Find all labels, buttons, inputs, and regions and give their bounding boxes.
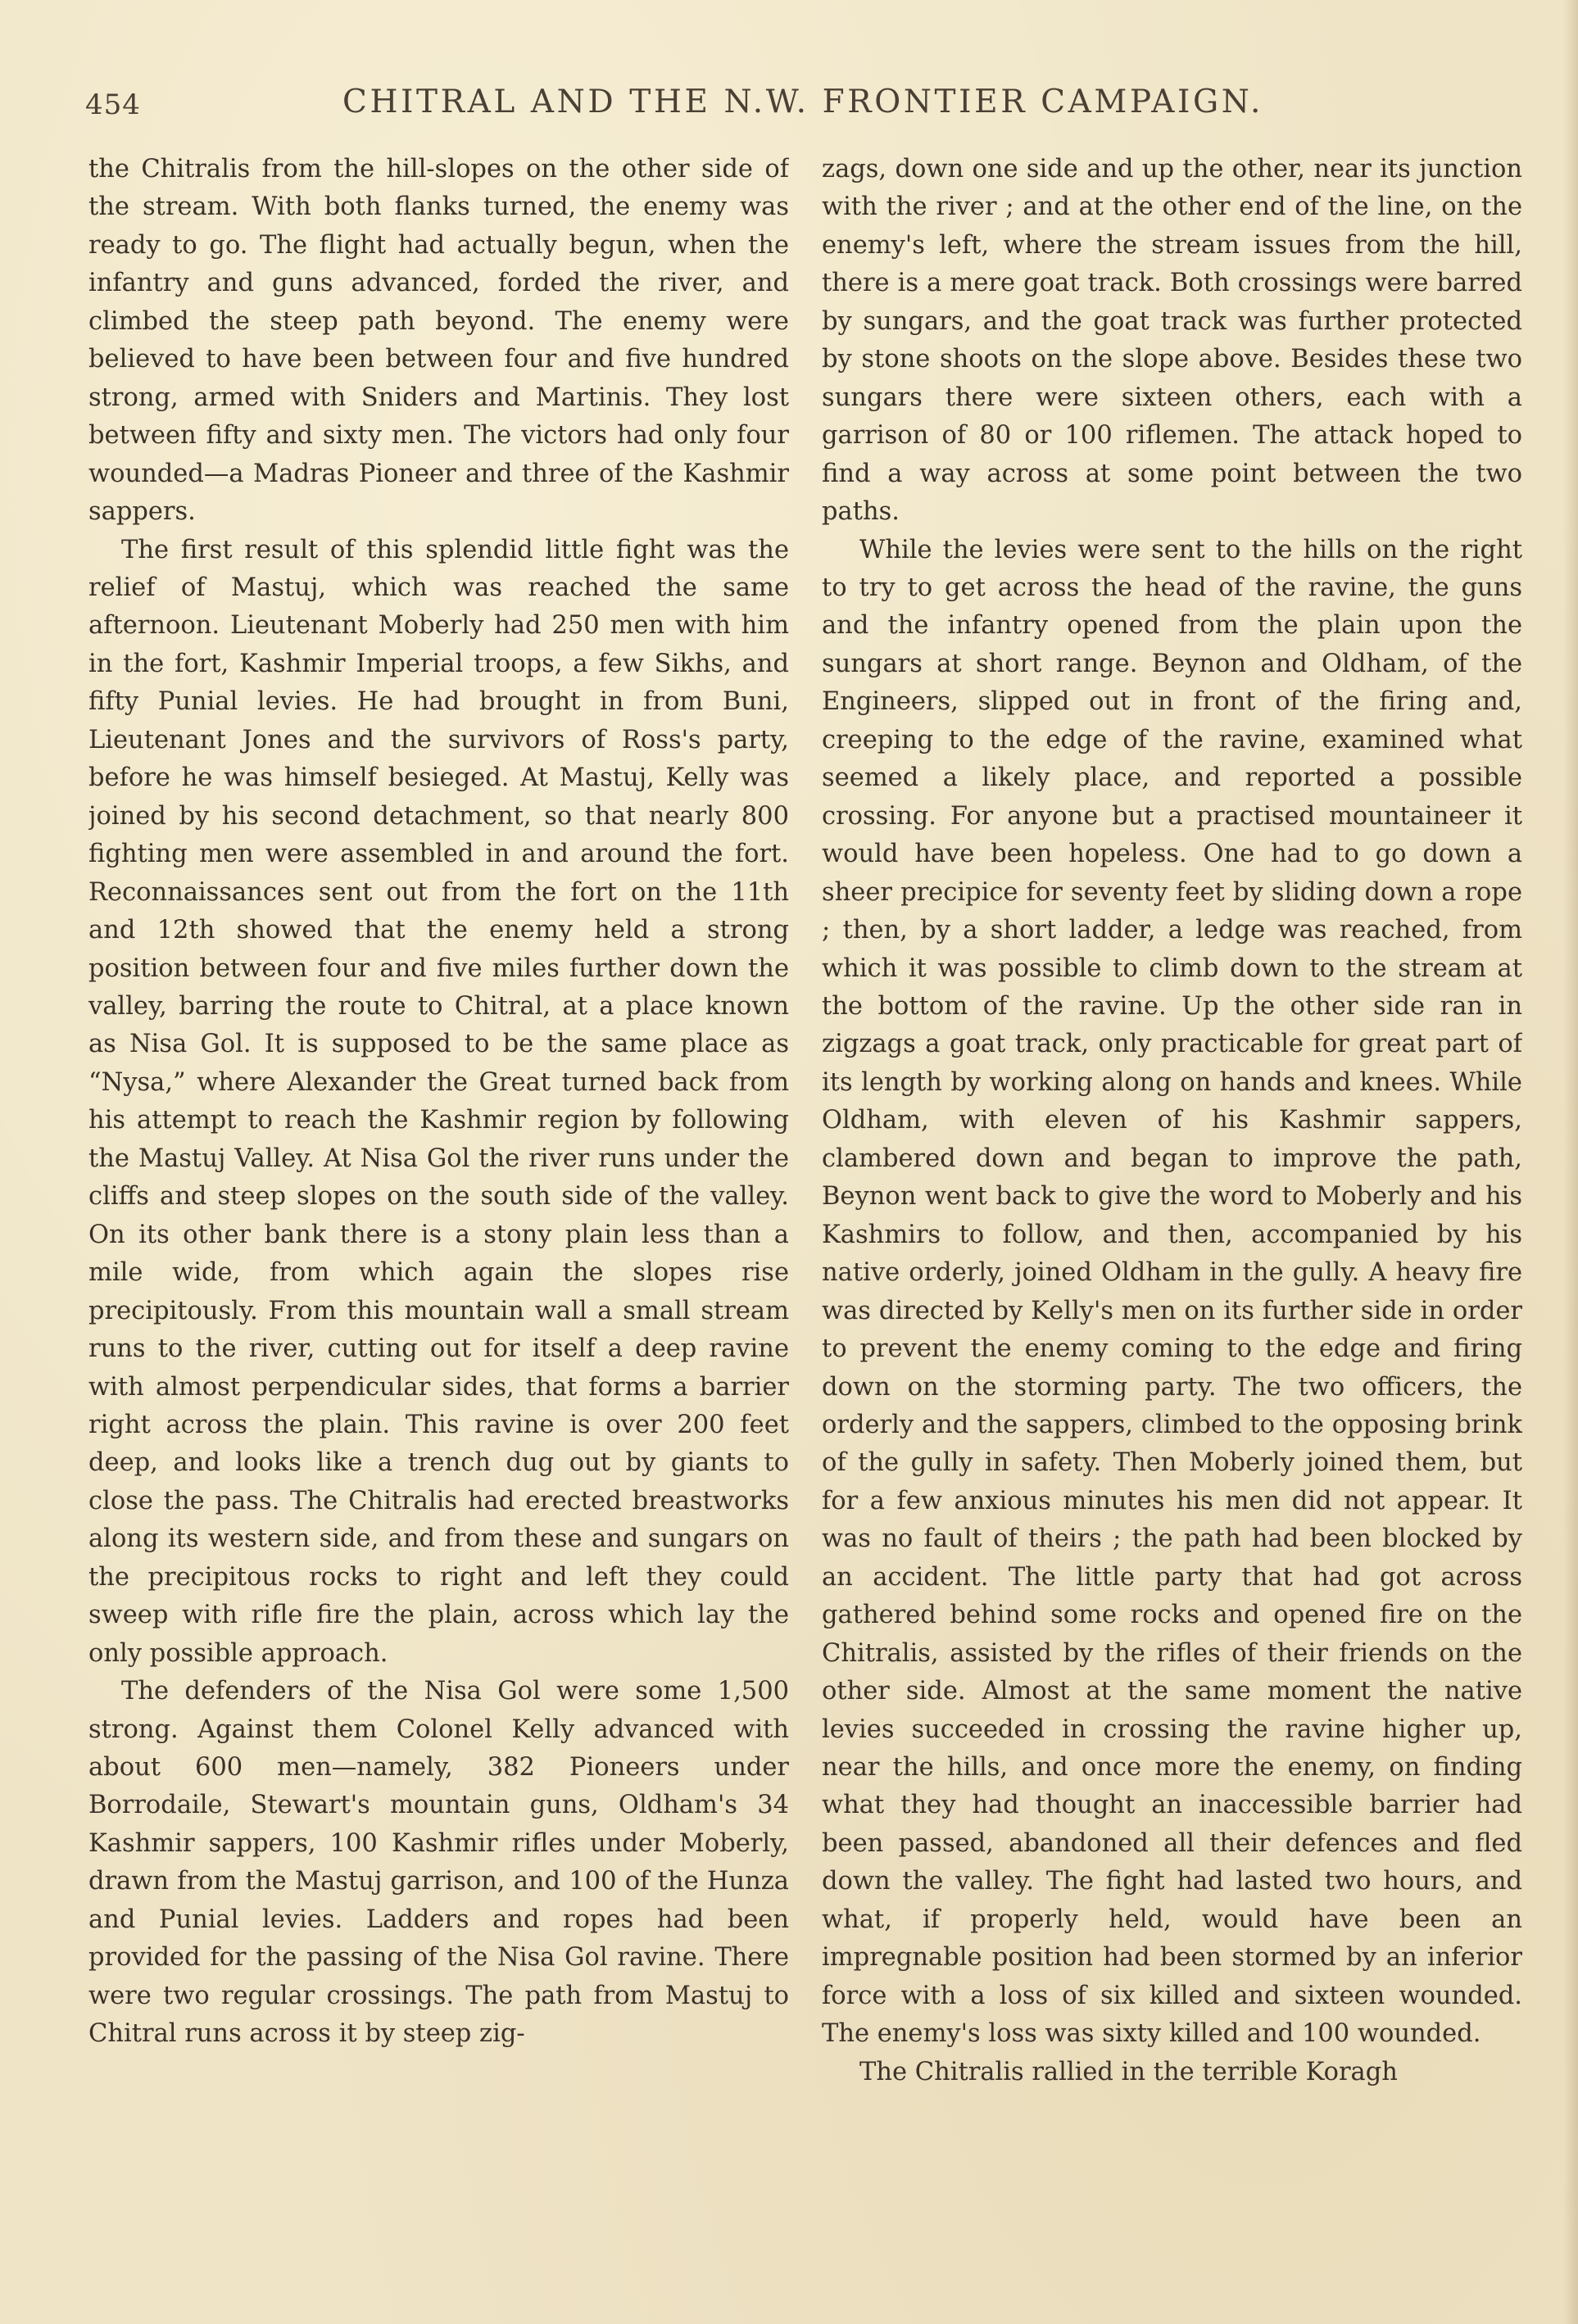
paragraph: While the levies were sent to the hills on the right to try to get across the head of the ravine, the guns and the infantry opened from the plain upon the sungars at short range. Beynon and Oldham, of the Engineers, slipped out in front of the firing and, creeping to the edge of the ravine, examined what seemed a likely place, and reported a possible crossing. For anyone but a practised mountaineer it would have been hopeless. One had to go down a sheer precipice for seventy feet by sliding down a rope ; then, by a short ladder, a ledge was reached, from which it was possible to climb down to the stream at the bottom of the ravine. Up the other side ran in zigzags a goat track, only practicable for great part of its length by working along on hands and knees. While Oldham, with eleven of his Kashmir sappers, clambered down and began to improve the path, Beynon went back to give the word to Moberly and his Kashmirs to follow, and then, accompanied by his native orderly, joined Oldham in the gully. A heavy fire was directed by Kelly's men on its further side in order to prevent the enemy coming to the edge and firing down on the storming party. The two officers, the orderly and the sappers, climbed to the opposing brink of the gully in safety. Then Moberly joined them, but for a few anxious minutes his men did not appear. It was no fault of theirs ; the path had been blocked by an accident. The little party that had got across gathered behind some rocks and opened fire on the Chitralis, assisted by the rifles of their friends on the other side. Almost at the same moment the native levies succeeded in crossing the ravine higher up, near the hills, and once more the enemy, on finding what they had thought an inaccessible barrier had been passed, abandoned all their defences and fled down the valley. The fight had lasted two hours, and what, if properly held, would have been an impregnable position had been stormed by an inferior force with a loss of six killed and sixteen wounded. The enemy's loss was sixty killed and 100 wounded. [822, 535, 1522, 2049]
paragraph: The first result of this splendid little fight was the relief of Mastuj, which was reached the same afternoon. Lieutenant Moberly had 250 men with him in the fort, Kashmir Imperial troops, a few Sikhs, and fifty Punial levies. He had brought in from Buni, Lieutenant Jones and the survivors of Ross's party, before he was himself besieged. At Mastuj, Kelly was joined by his second detachment, so that nearly 800 fighting men were assembled in and around the fort. Reconnaissances sent out from the fort on the 11th and 12th showed that the enemy held a strong position between four and five miles further down the valley, barring the route to Chitral, at a place known as Nisa Gol. It is supposed to be the same place as “Nysa,” where Alexander the Great turned back from his attempt to reach the Kashmir region by following the Mastuj Valley. At Nisa Gol the river runs under the cliffs and steep slopes on the south side of the valley. On its other bank there is a stony plain less than a mile wide, from which again the slopes rise precipitously. From this mountain wall a small stream runs to the river, cutting out for itself a deep ravine with almost perpendicular sides, that forms a barrier right across the plain. This ravine is over 200 feet deep, and looks like a trench dug out by giants to close the pass. The Chitralis had erected breastworks along its western side, and from these and sungars on the precipitous rocks to right and left they could sweep with rifle fire the plain, across which lay the only possible approach. [88, 535, 789, 1668]
paragraph: The Chitralis rallied in the terrible Koragh [859, 2057, 1398, 2086]
paragraph: zags, down one side and up the other, near its junction with the river ; and at the other end of the line, on the enemy's left, where the stream issues from the hill, there is a mere goat track. Both crossings were barred by sungars, and the goat track was further protected by stone shoots on the slope above. Besides these two sungars there were sixteen others, each with a garrison of 80 or 100 riflemen. The attack hoped to find a way across at some point between the two paths. [822, 155, 1522, 527]
paragraph: The defenders of the Nisa Gol were some 1,500 strong. Against them Colonel Kelly advanced with about 600 men—namely, 382 Pioneers under Borrodaile, Stewart's mountain guns, Oldham's 34 Kashmir sappers, 100 Kashmir rifles under Moberly, drawn from the Mastuj garrison, and 100 of the Hunza and Punial levies. Ladders and ropes had been provided for the passing of the Nisa Gol ravine. There were two regular crossings. The path from Mastuj to Chitral runs across it by steep zig- [88, 1677, 789, 2049]
running-head [82, 80, 1532, 129]
page-number: 454 [85, 88, 141, 121]
right-column [822, 151, 1522, 2248]
paragraph: the Chitralis from the hill-slopes on the other side of the stream. With both flanks turned, the enemy was ready to go. The flight had actually begun, when the infantry and guns advanced, forded the river, and climbed the steep path beyond. The enemy were believed to have been between four and five hundred strong, armed with Sniders and Martinis. They lost between fifty and sixty men. The victors had only four wounded—a Madras Pioneer and three of the Kashmir sappers. [88, 155, 789, 527]
left-column [88, 151, 789, 2248]
page-edge-shadow [1563, 0, 1578, 2324]
running-title: CHITRAL AND THE N.W. FRONTIER CAMPAIGN. [342, 84, 1263, 120]
